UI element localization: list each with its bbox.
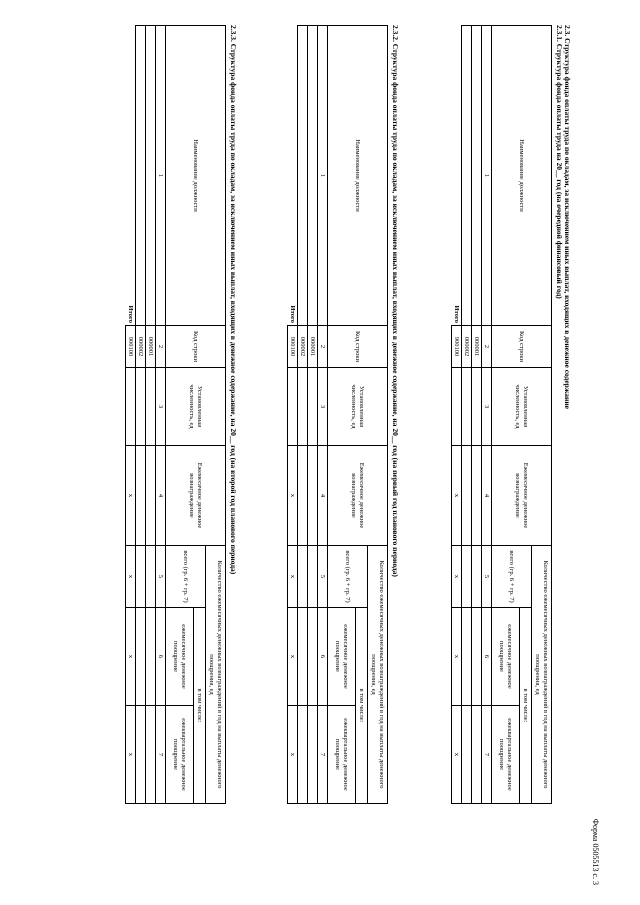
header-staff-count: Установленная численность, ед — [166, 368, 226, 446]
totals-monthly: x — [452, 608, 462, 706]
table-cell — [472, 706, 482, 804]
table-cell — [146, 608, 156, 706]
table-cell: 7 — [156, 706, 166, 804]
table-cell — [136, 706, 146, 804]
table-cell — [462, 26, 472, 326]
table-cell — [308, 446, 318, 546]
table-cell: 2 — [156, 326, 166, 368]
totals-monthly: x — [288, 608, 298, 706]
totals-code: 900100 — [126, 326, 136, 368]
table-cell — [308, 26, 318, 326]
header-row-code: Код строки — [166, 326, 226, 368]
table-cell — [308, 546, 318, 608]
totals-staff — [126, 368, 136, 446]
totals-total: x — [288, 546, 298, 608]
header-monthly-reward: Ежемесячное денежное вознаграждение — [166, 446, 226, 546]
table-cell — [298, 608, 308, 706]
table-cell: 1 — [318, 26, 328, 326]
totals-code: 900100 — [452, 326, 462, 368]
header-position-name: Наименование должности — [328, 26, 388, 326]
table-row — [146, 26, 156, 804]
table-cell: 000001 — [472, 326, 482, 368]
table-cell: 000002 — [136, 326, 146, 368]
totals-reward: x — [126, 446, 136, 546]
totals-row — [126, 26, 136, 804]
totals-label: Итого — [452, 26, 462, 326]
table-title: 2.3.3. Структура фонда оплаты труда по окладам, за исключением иных выплат, входящих в денежное содержание, на 20__ год (на второй год планового периода) — [229, 25, 238, 575]
totals-total: x — [126, 546, 136, 608]
table-cell: 6 — [482, 608, 492, 706]
header-quarterly-bonus: ежеквартальное денежное поощрение — [492, 706, 520, 804]
table-cell — [136, 608, 146, 706]
table-cell: 3 — [318, 368, 328, 446]
form-label: Форма 0505513 с. 3 — [591, 818, 600, 885]
fund-structure-table — [125, 25, 226, 804]
table-cell — [472, 26, 482, 326]
table-title: 2.3.2. Структура фонда оплаты труда по окладам, за исключением иных выплат, входящих в денежное содержание, на 20__ год (на первый год планового периода) — [391, 25, 400, 577]
totals-code: 900100 — [288, 326, 298, 368]
fund-structure-table — [287, 25, 388, 804]
table-cell — [146, 446, 156, 546]
table-cell — [462, 446, 472, 546]
header-including: в том числе: — [194, 608, 206, 804]
fund-structure-table — [451, 25, 552, 804]
header-group: Количество ежемесячных денежных вознаграждений в год на выплаты денежного поощрения, ед — [206, 546, 226, 804]
section-title: 2.3. Структура фонда оплаты труда по окладам, за исключением иных выплат, входящих в денежное содержание — [563, 25, 572, 410]
table-cell: 3 — [156, 368, 166, 446]
header-quarterly-bonus: ежеквартальное денежное поощрение — [166, 706, 194, 804]
table-cell — [308, 368, 318, 446]
header-total: всего (гр. 6 + гр. 7) — [492, 546, 532, 608]
table-cell — [472, 368, 482, 446]
table-cell — [298, 706, 308, 804]
table-cell: 1 — [482, 26, 492, 326]
totals-label: Итого — [126, 26, 136, 326]
header-group: Количество ежемесячных денежных вознаграждений в год на выплаты денежного поощрения, ед — [532, 546, 552, 804]
table-cell: 4 — [318, 446, 328, 546]
table-cell — [136, 446, 146, 546]
header-monthly-reward: Ежемесячное денежное вознаграждение — [328, 446, 388, 546]
table-title: 2.3.1. Структура фонда оплаты труда на 20__ год (на очередной финансовый год) — [555, 25, 564, 299]
table-cell — [472, 608, 482, 706]
table-cell: 000001 — [308, 326, 318, 368]
table-row — [136, 26, 146, 804]
header-quarterly-bonus: ежеквартальное денежное поощрение — [328, 706, 356, 804]
table-cell: 6 — [156, 608, 166, 706]
table-cell — [472, 446, 482, 546]
table-row — [308, 26, 318, 804]
table-cell — [298, 368, 308, 446]
table-cell — [146, 706, 156, 804]
table-cell: 7 — [482, 706, 492, 804]
table-cell — [462, 546, 472, 608]
totals-reward: x — [452, 446, 462, 546]
header-monthly-bonus: ежемесячное денежное поощрение — [166, 608, 194, 706]
header-row-code: Код строки — [492, 326, 552, 368]
table-cell: 000001 — [146, 326, 156, 368]
header-total: всего (гр. 6 + гр. 7) — [166, 546, 206, 608]
table-row — [318, 26, 328, 804]
header-including: в том числе: — [520, 608, 532, 804]
header-monthly-bonus: ежемесячное денежное поощрение — [328, 608, 356, 706]
table-cell — [462, 608, 472, 706]
rotated-content — [40, 25, 600, 885]
totals-quarterly: x — [452, 706, 462, 804]
header-staff-count: Установленная численность, ед — [328, 368, 388, 446]
header-monthly-bonus: ежемесячное денежное поощрение — [492, 608, 520, 706]
totals-staff — [452, 368, 462, 446]
header-monthly-reward: Ежемесячное денежное вознаграждение — [492, 446, 552, 546]
totals-staff — [288, 368, 298, 446]
table-cell: 4 — [482, 446, 492, 546]
table-cell — [146, 546, 156, 608]
table-cell — [462, 706, 472, 804]
totals-quarterly: x — [288, 706, 298, 804]
table-cell: 000002 — [298, 326, 308, 368]
table-cell: 5 — [318, 546, 328, 608]
header-position-name: Наименование должности — [492, 26, 552, 326]
table-row — [472, 26, 482, 804]
totals-monthly: x — [126, 608, 136, 706]
totals-row — [288, 26, 298, 804]
header-group: Количество ежемесячных денежных вознаграждений в год на выплаты денежного поощрения, ед — [368, 546, 388, 804]
table-row — [462, 26, 472, 804]
table-cell: 5 — [156, 546, 166, 608]
table-cell — [298, 446, 308, 546]
totals-quarterly: x — [126, 706, 136, 804]
table-cell — [298, 26, 308, 326]
table-cell: 5 — [482, 546, 492, 608]
table-cell: 2 — [482, 326, 492, 368]
table-row — [482, 26, 492, 804]
table-cell — [298, 546, 308, 608]
table-row — [156, 26, 166, 804]
table-cell — [308, 608, 318, 706]
header-row-code: Код строки — [328, 326, 388, 368]
header-including: в том числе: — [356, 608, 368, 804]
table-cell — [146, 26, 156, 326]
table-cell — [462, 368, 472, 446]
table-cell: 3 — [482, 368, 492, 446]
table-cell: 4 — [156, 446, 166, 546]
table-cell — [136, 26, 146, 326]
table-cell: 7 — [318, 706, 328, 804]
table-cell: 2 — [318, 326, 328, 368]
totals-row — [452, 26, 462, 804]
table-cell — [308, 706, 318, 804]
table-cell — [472, 546, 482, 608]
table-cell: 1 — [156, 26, 166, 326]
table-cell: 000002 — [462, 326, 472, 368]
totals-total: x — [452, 546, 462, 608]
totals-label: Итого — [288, 26, 298, 326]
table-cell — [146, 368, 156, 446]
header-staff-count: Установленная численность, ед — [492, 368, 552, 446]
table-cell — [136, 546, 146, 608]
table-cell: 6 — [318, 608, 328, 706]
header-position-name: Наименование должности — [166, 26, 226, 326]
table-row — [298, 26, 308, 804]
header-total: всего (гр. 6 + гр. 7) — [328, 546, 368, 608]
table-cell — [136, 368, 146, 446]
totals-reward: x — [288, 446, 298, 546]
